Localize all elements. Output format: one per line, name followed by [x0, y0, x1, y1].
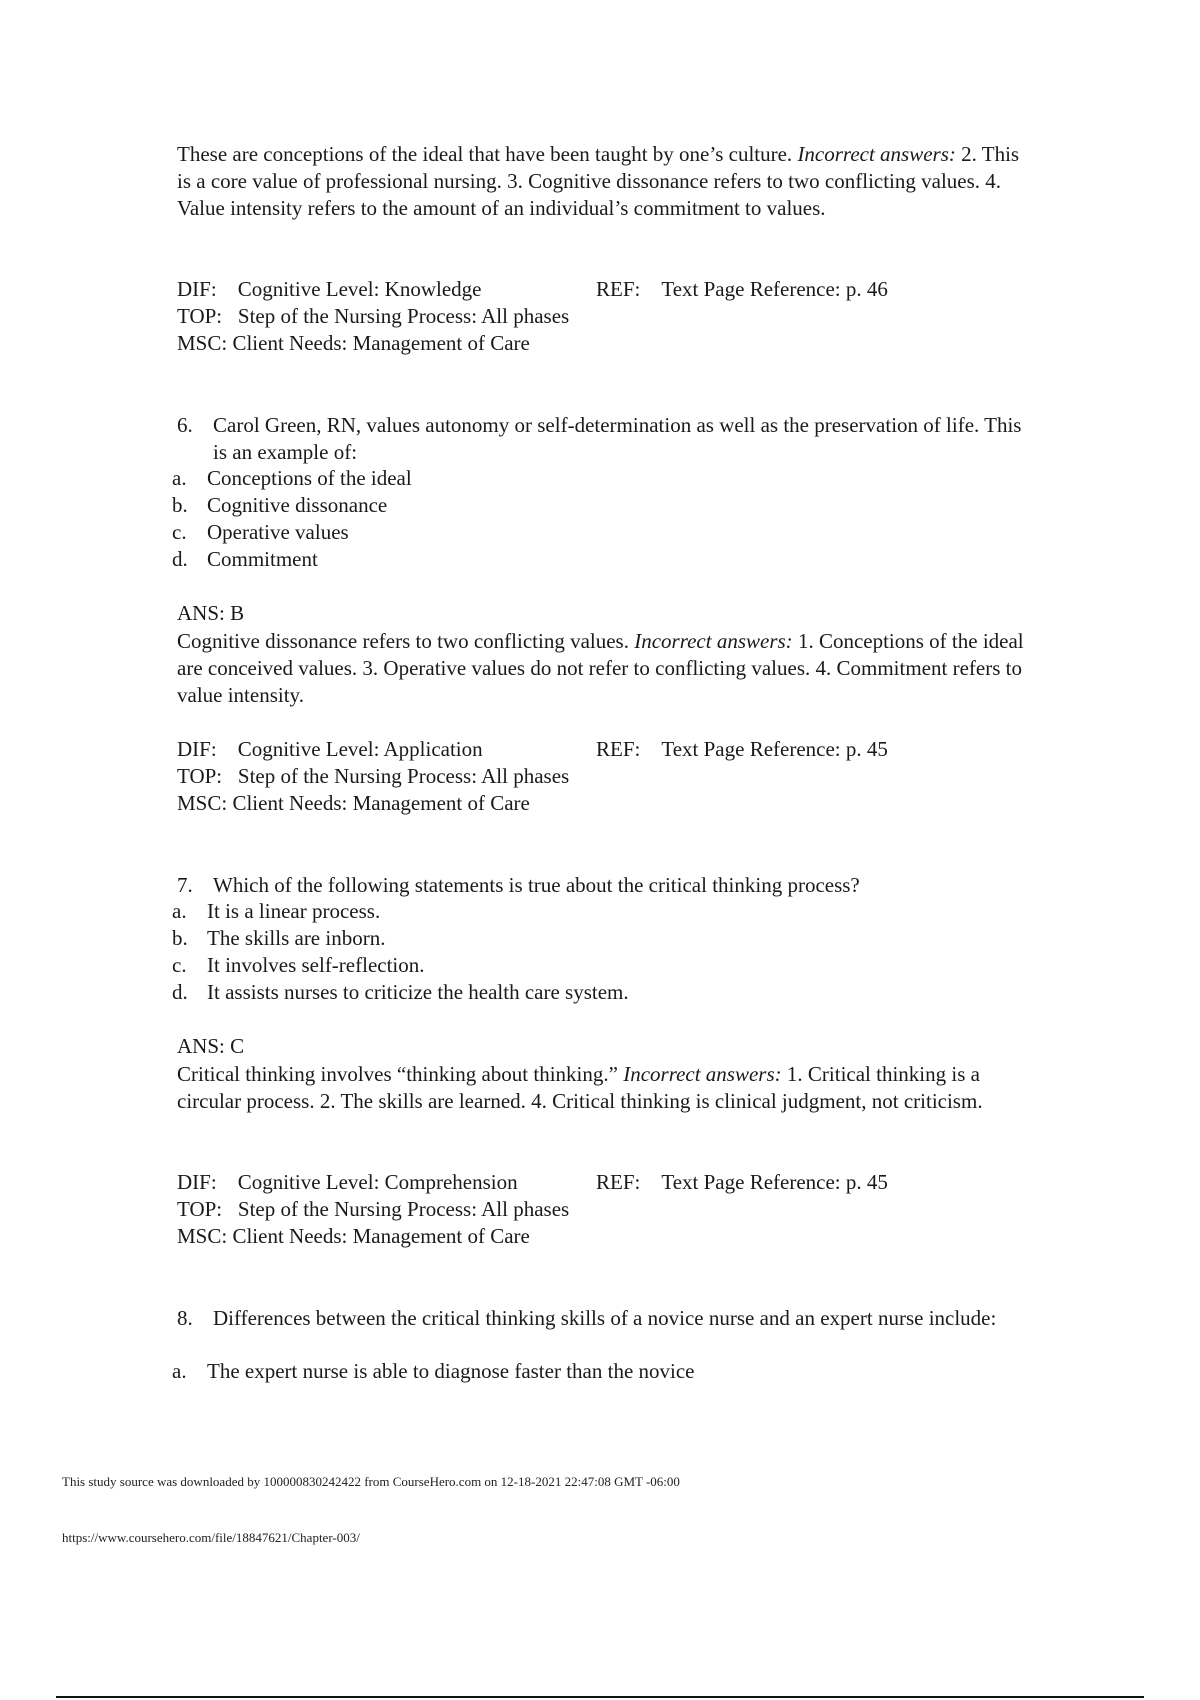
dif-line: [177, 1170, 518, 1195]
option-letter: c.: [172, 953, 187, 977]
top-line: [177, 304, 569, 329]
msc-line: [177, 331, 530, 356]
top-value: Step of the Nursing Process: All phases: [237, 764, 570, 788]
option-text: Commitment: [207, 547, 318, 571]
top-label: TOP:: [177, 1197, 223, 1221]
ref-value: Text Page Reference: p. 46: [661, 277, 888, 301]
option-text: Cognitive dissonance: [207, 493, 388, 517]
intro-rationale: [177, 141, 1037, 222]
question-number: 7.: [177, 873, 193, 897]
ref-line: [596, 737, 888, 762]
option-letter: d.: [172, 547, 188, 571]
q6-rationale: [177, 628, 1037, 709]
option-letter: a.: [172, 899, 187, 923]
ref-label: REF:: [596, 737, 641, 761]
msc-line: [177, 1224, 530, 1249]
option-letter: d.: [172, 980, 188, 1004]
dif-value: Cognitive Level: Application: [237, 737, 483, 761]
option-text: It is a linear process.: [207, 899, 381, 923]
intro-rest: 2. This is a core value of professional nursing. 3. Cognitive dissonance refers to two conflicting values. 4. Value intensity refers to the amount of an individual’s commitment to values.: [177, 142, 1020, 220]
download-note: This study source was downloaded by 100000830242422 from CourseHero.com on 12-18-2021 22:47:08 GMT -06:00: [62, 1474, 680, 1489]
option-text: Conceptions of the ideal: [207, 466, 412, 490]
source-url[interactable]: https://www.coursehero.com/file/18847621/Chapter-003/: [62, 1530, 360, 1545]
incorrect-answers-label: Incorrect answers:: [623, 1062, 782, 1086]
option-letter: a.: [172, 466, 187, 490]
option-letter: a.: [172, 1359, 187, 1383]
question-text: Carol Green, RN, values autonomy or self-determination as well as the preservation of life. This is an example of:: [213, 413, 1022, 464]
answer-line: ANS: C: [177, 1034, 245, 1058]
option-d: [172, 547, 318, 572]
question-number: 8.: [177, 1306, 193, 1330]
msc-value: Client Needs: Management of Care: [232, 331, 530, 355]
ref-value: Text Page Reference: p. 45: [661, 1170, 888, 1194]
option-a: [172, 1359, 695, 1384]
dif-label: DIF:: [177, 737, 217, 761]
dif-line: [177, 737, 483, 762]
ref-label: REF:: [596, 277, 641, 301]
top-line: [177, 764, 569, 789]
question-text: Which of the following statements is true about the critical thinking process?: [213, 873, 860, 897]
msc-label: MSC:: [177, 1224, 228, 1248]
option-c: [172, 520, 349, 545]
option-a: [172, 466, 412, 491]
option-text: Operative values: [207, 520, 349, 544]
dif-label: DIF:: [177, 277, 217, 301]
option-text: It involves self-reflection.: [207, 953, 425, 977]
rationale-rest: 1. Critical thinking is a circular process. 2. The skills are learned. 4. Critical thinking is clinical judgment, not criticism.: [177, 1062, 983, 1113]
option-letter: c.: [172, 520, 187, 544]
option-a: [172, 899, 380, 924]
option-d: [172, 980, 629, 1005]
dif-label: DIF:: [177, 1170, 217, 1194]
option-b: [172, 493, 387, 518]
answer-line: ANS: B: [177, 601, 245, 625]
option-text: It assists nurses to criticize the health care system.: [207, 980, 629, 1004]
top-value: Step of the Nursing Process: All phases: [237, 1197, 570, 1221]
dif-value: Cognitive Level: Knowledge: [237, 277, 482, 301]
option-c: [172, 953, 425, 978]
rationale-lead: Cognitive dissonance refers to two conflicting values.: [177, 629, 635, 653]
option-b: [172, 926, 385, 951]
msc-value: Client Needs: Management of Care: [232, 791, 530, 815]
rationale-rest: 1. Conceptions of the ideal are conceived values. 3. Operative values do not refer to conflicting values. 4. Commitment refers to value intensity.: [177, 629, 1024, 707]
option-letter: b.: [172, 493, 188, 517]
bottom-divider: [56, 1696, 1144, 1698]
question-number: 6.: [177, 413, 193, 437]
option-text: The expert nurse is able to diagnose faster than the novice: [207, 1359, 695, 1383]
top-label: TOP:: [177, 764, 223, 788]
incorrect-answers-label: Incorrect answers:: [797, 142, 956, 166]
rationale-lead: Critical thinking involves “thinking about thinking.”: [177, 1062, 624, 1086]
incorrect-answers-label: Incorrect answers:: [634, 629, 793, 653]
ref-line: [596, 1170, 888, 1195]
option-text: The skills are inborn.: [207, 926, 386, 950]
intro-lead: These are conceptions of the ideal that have been taught by one’s culture.: [177, 142, 798, 166]
msc-label: MSC:: [177, 331, 228, 355]
option-letter: b.: [172, 926, 188, 950]
dif-line: [177, 277, 481, 302]
msc-label: MSC:: [177, 791, 228, 815]
q7-rationale: [177, 1061, 1037, 1115]
msc-line: [177, 791, 530, 816]
top-label: TOP:: [177, 304, 223, 328]
top-value: Step of the Nursing Process: All phases: [237, 304, 570, 328]
ref-value: Text Page Reference: p. 45: [661, 737, 888, 761]
ref-line: [596, 277, 888, 302]
top-line: [177, 1197, 569, 1222]
ref-label: REF:: [596, 1170, 641, 1194]
msc-value: Client Needs: Management of Care: [232, 1224, 530, 1248]
question-text: Differences between the critical thinking skills of a novice nurse and an expert nurse include:: [213, 1306, 997, 1330]
dif-value: Cognitive Level: Comprehension: [237, 1170, 518, 1194]
